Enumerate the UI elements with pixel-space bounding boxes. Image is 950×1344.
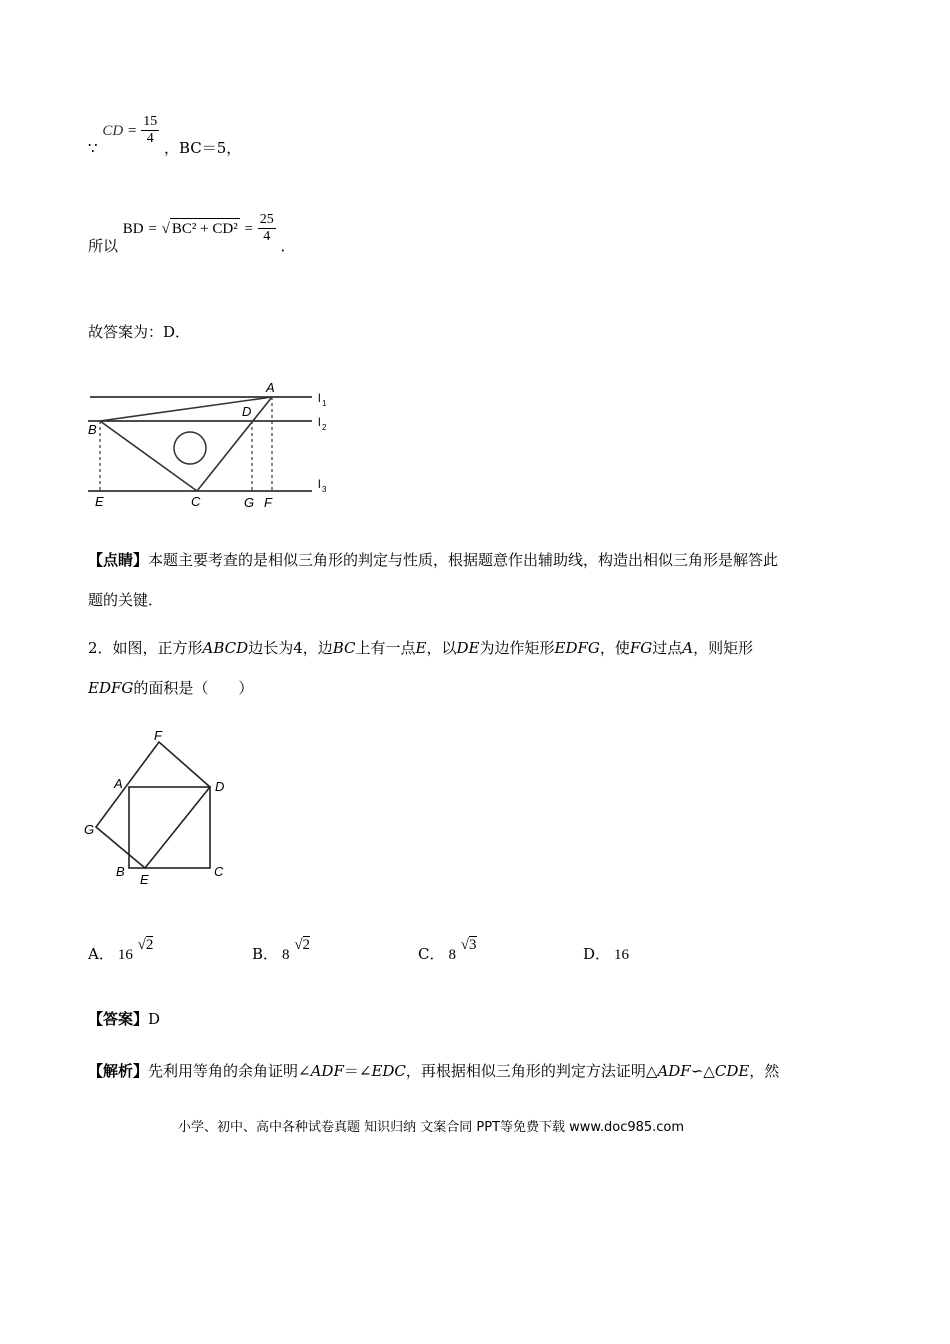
option-a-sqrt: √2 <box>137 937 154 953</box>
so-prefix: 所以 <box>88 236 119 255</box>
option-b[interactable] <box>252 937 311 965</box>
fig2-label-b: B <box>116 864 125 879</box>
formula-line-bd <box>88 212 296 266</box>
square-abcd <box>129 787 210 868</box>
cd-label: CD <box>102 122 124 139</box>
bc-value-text: ，BC＝5， <box>163 138 242 157</box>
question2-line-1 <box>88 638 753 658</box>
option-b-sqrt: √2 <box>294 937 311 953</box>
option-a[interactable] <box>88 937 154 965</box>
answer-value: D <box>148 1010 161 1028</box>
fig2-label-g: G <box>84 822 95 837</box>
q2-text-d: ，以 <box>426 639 457 657</box>
analysis-text-5: ，然 <box>749 1062 780 1080</box>
label-l2-sub: 2 <box>322 423 327 432</box>
analysis-text-3: ，再根据相似三角形的判定方法证明△ <box>405 1062 658 1080</box>
bd-sqrt: √ BC² + CD² <box>162 218 240 239</box>
fig2-label-a: A <box>114 776 123 791</box>
option-c-letter: C． <box>418 945 445 963</box>
bd-label: BD <box>122 220 144 237</box>
rectangle-edfg <box>96 742 210 868</box>
option-c-coef: 8 <box>448 947 456 963</box>
option-b-coef: 8 <box>282 947 290 963</box>
fig2-label-f: F <box>154 730 162 743</box>
bd-fraction <box>258 212 276 245</box>
fig2-label-c: C <box>214 864 224 879</box>
bd-eq: = <box>148 220 157 237</box>
q2-edfg: EDFG <box>554 639 600 657</box>
analysis-adf: ADF <box>310 1062 344 1080</box>
answer-line <box>88 1009 160 1029</box>
segment-bc <box>100 421 197 491</box>
answer-tag: 【答案】 <box>88 1010 149 1028</box>
comment-line-2: 题的关键． <box>88 591 164 609</box>
q2-edfg-2: EDFG <box>88 679 134 697</box>
q2-text-a: 2．如图，正方形 <box>88 639 203 657</box>
label-l3: l <box>318 477 321 491</box>
q2-fg: FG <box>629 639 653 657</box>
option-a-radicand: 2 <box>145 937 154 953</box>
label-l3-sub: 3 <box>322 485 327 494</box>
q2-de: DE <box>456 639 480 657</box>
bd-denominator: 4 <box>258 228 276 245</box>
comment-line-1 <box>88 550 778 570</box>
option-a-coef: 16 <box>117 947 133 963</box>
bd-numerator: 25 <box>259 212 274 227</box>
analysis-text-2: ＝∠ <box>343 1062 372 1080</box>
q2-text-f: ，使 <box>599 639 630 657</box>
label-f: F <box>264 495 272 510</box>
analysis-text-4: ∽△ <box>690 1062 715 1080</box>
option-a-letter: A． <box>88 945 114 963</box>
label-l2: l <box>318 415 321 429</box>
formula-line-cd <box>88 114 242 168</box>
bd-eq2: = <box>244 220 253 237</box>
label-l1: l <box>318 391 321 405</box>
question2-line-2 <box>88 678 253 698</box>
answer-conclusion: 故答案为：D． <box>88 323 191 341</box>
q2-area-text: 的面积是（ ） <box>133 679 254 697</box>
label-d: D <box>242 404 252 419</box>
label-e: E <box>95 494 104 509</box>
option-d-value: 16 <box>614 947 630 963</box>
fig2-label-e: E <box>140 872 149 887</box>
q2-bc: BC <box>332 639 356 657</box>
label-l1-sub: 1 <box>322 399 327 408</box>
q2-text-g: 过点 <box>652 639 683 657</box>
q2-abcd: ABCD <box>202 639 249 657</box>
comment-tag: 【点睛】 <box>88 551 149 569</box>
label-c: C <box>191 494 201 509</box>
analysis-edc: EDC <box>371 1062 406 1080</box>
analysis-tag: 【解析】 <box>88 1062 149 1080</box>
cd-numerator: 15 <box>143 114 158 129</box>
option-d[interactable] <box>583 944 629 965</box>
option-c-sqrt: √3 <box>460 937 477 953</box>
inscribed-circle <box>174 432 206 464</box>
cd-denominator: 4 <box>141 130 159 147</box>
label-a: A <box>266 380 275 395</box>
fig2-label-d: D <box>215 779 225 794</box>
bd-suffix: ． <box>280 236 296 255</box>
analysis-adf-2: ADF <box>657 1062 691 1080</box>
option-d-letter: D． <box>583 945 611 963</box>
segment-ac <box>197 397 272 491</box>
label-g: G <box>244 495 255 510</box>
q2-text-c: 上有一点 <box>355 639 416 657</box>
q2-text-e: 为边作矩形 <box>479 639 555 657</box>
q2-e: E <box>415 639 427 657</box>
option-c-radicand: 3 <box>469 937 477 953</box>
option-c[interactable] <box>418 937 477 965</box>
comment-text-1: 本题主要考查的是相似三角形的判定与性质，根据题意作出辅助线，构造出相似三角形是解答此 <box>148 551 779 569</box>
label-b: B <box>88 422 97 437</box>
figure-square-rectangle <box>80 730 240 890</box>
analysis-text-1: 先利用等角的余角证明∠ <box>148 1062 311 1080</box>
because-symbol: ∵ <box>88 138 98 157</box>
analysis-line <box>88 1061 779 1081</box>
bd-radicand: BC² + CD² <box>170 218 240 239</box>
page-footer: 小学、初中、高中各种试卷真题 知识归纳 文案合同 PPT等免费下载 www.doc985.com <box>178 1120 685 1135</box>
analysis-cde: CDE <box>714 1062 750 1080</box>
option-b-letter: B． <box>252 945 279 963</box>
q2-text-h: ，则矩形 <box>693 639 754 657</box>
q2-text-b: 边长为4，边 <box>248 639 333 657</box>
option-b-radicand: 2 <box>302 937 311 953</box>
cd-eq: = <box>127 122 137 139</box>
figure-parallel-lines <box>80 378 350 513</box>
cd-fraction <box>141 114 159 147</box>
q2-a: A <box>682 639 694 657</box>
